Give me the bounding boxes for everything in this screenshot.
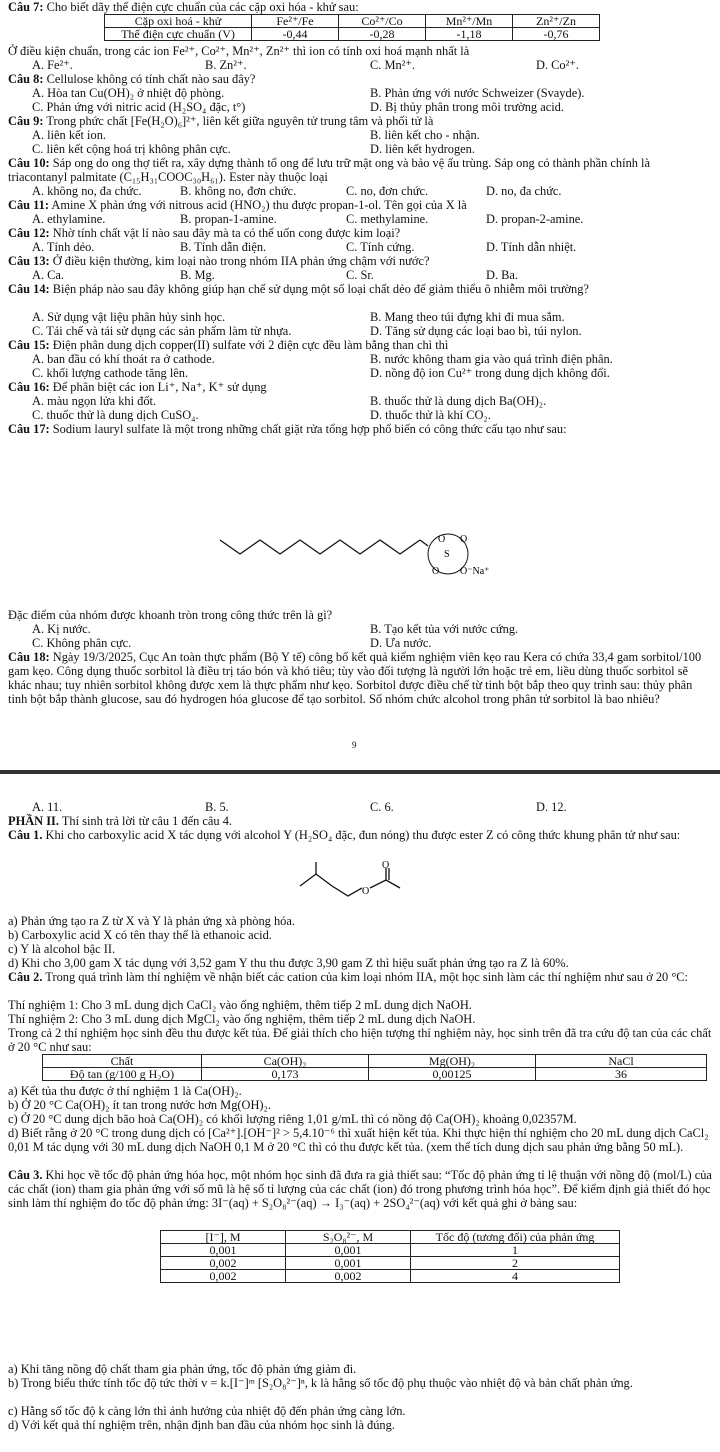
question-label: Câu 7: (8, 0, 44, 14)
page-number: 9 (352, 740, 357, 750)
option-c: C. thuốc thử là dung dịch CuSO₄. (32, 408, 199, 422)
part-2-heading (8, 814, 232, 828)
question-label: Câu 2. (8, 970, 43, 984)
option-a: A. Sử dụng vật liệu phân hủy sinh học. (32, 310, 226, 324)
option-d: D. Co²⁺. (536, 58, 579, 72)
sulfur-label: S (444, 549, 450, 560)
option-a: A. Hòa tan Cu(OH)₂ ở nhiệt độ phòng. (32, 86, 225, 100)
option-a: A. 11. (32, 800, 63, 814)
table-cell: 4 (411, 1270, 620, 1283)
sodium-lauryl-sulfate-structure (210, 524, 530, 594)
ester-z-skeletal-structure (296, 860, 416, 916)
table-cell: 0,002 (161, 1270, 286, 1283)
option-b: B. Tính dẫn điện. (180, 240, 267, 254)
part2-question-3 (8, 1168, 712, 1210)
question-text: Sodium lauryl sulfate là một trong những chất giặt rửa tổng hợp phổ biến có công thức cấu tạo như sau: (49, 422, 567, 436)
table-cell: -0,44 (252, 28, 339, 41)
option-b: B. thuốc thử là dung dịch Ba(OH)₂. (370, 394, 547, 408)
table-cell: 0,001 (286, 1244, 411, 1257)
potential-table (104, 14, 600, 41)
option-c: C. Sr. (346, 268, 374, 282)
question-16 (8, 380, 267, 394)
table-cell: Co²⁺/Co (339, 15, 426, 28)
question-label: Câu 11: (8, 198, 49, 212)
part-text: Thí sinh trả lời từ câu 1 đến câu 4. (58, 814, 232, 828)
option-c: C. khối lượng cathode tăng lên. (32, 366, 189, 380)
table-cell: 0,001 (161, 1244, 286, 1257)
part2-question-2 (8, 970, 712, 984)
statement-d: d) Khi cho 3,00 gam X tác dụng với 3,52 gam Y thu thu được 3,90 gam Z thì hiệu suất phản ứng tạo ra Z là 60%. (8, 956, 569, 970)
table-header: Tốc độ (tương đối) của phản ứng (411, 1231, 620, 1244)
question-label: Câu 14: (8, 282, 50, 296)
option-a: A. không no, đa chức. (32, 184, 142, 198)
option-b: B. Tạo kết tủa với nước cứng. (370, 622, 519, 636)
table-cell: 36 (536, 1068, 707, 1081)
statement-b: b) Carboxylic acid X có tên thay thế là ethanoic acid. (8, 928, 272, 942)
table-header: Mg(OH)₂ (369, 1055, 536, 1068)
option-d: D. Bị thủy phân trong môi trường acid. (370, 100, 564, 114)
table-header: Thế điện cực chuẩn (V) (105, 28, 252, 41)
option-d: D. thuốc thử là khí CO₂. (370, 408, 491, 422)
part-label: PHẦN II. (8, 814, 59, 828)
question-label: Câu 10: (8, 156, 50, 170)
page-divider (0, 770, 720, 774)
part2-question-1 (8, 828, 712, 842)
statement-a: a) Phản ứng tạo ra Z từ X và Y là phản ứng xà phòng hóa. (8, 914, 295, 928)
question-text: Khi cho carboxylic acid X tác dụng với alcohol Y (H₂SO₄ đặc, đun nóng) thu được ester Z có công thức khung phân tử như sau: (42, 828, 681, 842)
table-cell: Fe²⁺/Fe (252, 15, 339, 28)
option-c: C. Mn²⁺. (370, 58, 416, 72)
table-header: NaCl (536, 1055, 707, 1068)
question-text: Trong quá trình làm thí nghiệm về nhận biết các cation của kim loại nhóm IIA, một học sinh làm các thí nghiệm như sau ở 20 °C: (42, 970, 688, 984)
question-label: Câu 18: (8, 650, 50, 664)
question-11 (8, 198, 467, 212)
option-a: A. liên kết ion. (32, 128, 106, 142)
statement-c: c) Ở 20 °C dung dịch bão hoà Ca(OH)₂ có khối lượng riêng 1,01 g/mL thì có nồng độ Ca(OH)₂ khoảng 0,02357M. (8, 1112, 577, 1126)
oxygen-label: O (460, 534, 468, 545)
question-label: Câu 1. (8, 828, 43, 842)
option-c: C. Tính cứng. (346, 240, 415, 254)
question-label: Câu 8: (8, 72, 44, 86)
option-d: D. no, đa chức. (486, 184, 562, 198)
option-d: D. Ba. (486, 268, 519, 282)
table-cell: 0,00125 (369, 1068, 536, 1081)
table-cell: 0,001 (286, 1257, 411, 1270)
oxygen-label: O (362, 886, 370, 897)
table-cell: 0,002 (161, 1257, 286, 1270)
question-text: Khi học về tốc độ phản ứng hóa học, một nhóm học sinh đã đưa ra giả thiết sau: “Tốc độ phản ứng tỉ lệ thuận với nồng độ (mol/L) của các chất (ion) tham gia phản ứng với số mũ là hệ số tỉ lượng của các chất (ion) đó trong phương trình hóa học”. Để kiểm định giả thiết đó học sinh làm thí nghiệm đo tốc độ phản ứng: 3I⁻(aq) + S₂O₈²⁻(aq) → I₃⁻(aq) + 2SO₄²⁻(aq) với kết quả ghi ở bảng sau: (8, 1168, 712, 1210)
table-header: Cặp oxi hoá - khử (105, 15, 252, 28)
question-text: Nhờ tính chất vật lí nào sau đây mà ta có thể uốn cong được kim loại? (49, 226, 401, 240)
option-a: A. Ca. (32, 268, 65, 282)
question-label: Câu 9: (8, 114, 44, 128)
question-text: Trong phức chất [Fe(H₂O)₆]²⁺, liên kết giữa nguyên tử trung tâm và phối tử là (43, 114, 434, 128)
question-10 (8, 156, 712, 184)
question-8 (8, 72, 255, 86)
table-header: [I⁻], M (161, 1231, 286, 1244)
table-cell: 2 (411, 1257, 620, 1270)
statement-a: a) Kết tủa thu được ở thí nghiệm 1 là Ca(OH)₂. (8, 1084, 242, 1098)
question-text: Trong cả 2 thí nghiệm học sinh đều thu được kết tủa. Để giải thích cho hiện tượng thí nghiệm này, học sinh trên đã tra cứu độ tan của các chất ở 20 °C như sau: (8, 1026, 712, 1054)
option-d: D. 12. (536, 800, 567, 814)
table-header: S₂O₈²⁻, M (286, 1231, 411, 1244)
option-c: C. methylamine. (346, 212, 429, 226)
option-d: D. Tăng sử dụng các loại bao bì, túi nylon. (370, 324, 582, 338)
option-a: A. màu ngọn lửa khi đốt. (32, 394, 157, 408)
option-b: B. propan-1-amine. (180, 212, 277, 226)
option-c: C. liên kết cộng hoá trị không phân cực. (32, 142, 231, 156)
oxygen-label: O (432, 566, 440, 577)
question-text: Ở điều kiện thường, kim loại nào trong nhóm IIA phản ứng chậm với nước? (49, 254, 430, 268)
option-b: B. Zn²⁺. (205, 58, 247, 72)
statement-c: c) Y là alcohol bậc II. (8, 942, 116, 956)
statement-d: d) Với kết quả thí nghiệm trên, nhận định ban đầu của nhóm học sinh là đúng. (8, 1418, 395, 1432)
option-a: A. ethylamine. (32, 212, 106, 226)
question-18 (8, 650, 712, 706)
question-text: Cellulose không có tính chất nào sau đây? (43, 72, 256, 86)
option-c: C. Tái chế và tái sử dụng các sản phẩm làm từ nhựa. (32, 324, 292, 338)
option-b: B. Mang theo túi đựng khi đi mua sắm. (370, 310, 565, 324)
question-text: Biện pháp nào sau đây không giúp hạn chế sử dụng một số loại chất dẻo để giảm thiểu ô nhiễm môi trường? (49, 282, 589, 296)
table-cell: -0,76 (513, 28, 600, 41)
option-c: C. 6. (370, 800, 394, 814)
option-a: A. Tính dẻo. (32, 240, 95, 254)
experiment-2: Thí nghiệm 2: Cho 3 mL dung dịch MgCl₂ vào ống nghiệm, thêm tiếp 2 mL dung dịch NaOH. (8, 1012, 476, 1026)
table-cell: -1,18 (426, 28, 513, 41)
question-text: Ở điều kiện chuẩn, trong các ion Fe²⁺, Co²⁺, Mn²⁺, Zn²⁺ thì ion có tính oxi hoá mạnh nhất là (8, 44, 470, 58)
question-14 (8, 282, 712, 296)
oxygen-label: O (438, 534, 446, 545)
question-text: Amine X phản ứng với nitrous acid (HNO₂) thu được propan-1-ol. Tên gọi của X là (48, 198, 467, 212)
option-b: B. 5. (205, 800, 229, 814)
option-b: B. không no, đơn chức. (180, 184, 297, 198)
question-text: Sáp ong do ong thợ tiết ra, xây dựng thành tổ ong để lưu trữ mật ong và bảo vệ ấu trùng. Sáp ong có thành phần chính là triacontanyl palmitate (C₁₅H₃₁COOC₃₀H₆₁). Ester này thuộc loại (8, 156, 650, 184)
option-d: D. propan-2-amine. (486, 212, 584, 226)
question-label: Câu 15: (8, 338, 50, 352)
table-header: Độ tan (g/100 g H₂O) (43, 1068, 202, 1081)
table-cell: 0,002 (286, 1270, 411, 1283)
question-label: Câu 16: (8, 380, 50, 394)
option-a: A. Fe²⁺. (32, 58, 73, 72)
option-c: C. no, đơn chức. (346, 184, 429, 198)
option-a: A. ban đầu có khí thoát ra ở cathode. (32, 352, 215, 366)
experiment-1: Thí nghiệm 1: Cho 3 mL dung dịch CaCl₂ vào ống nghiệm, thêm tiếp 2 mL dung dịch NaOH. (8, 998, 472, 1012)
question-text: Cho biết dãy thế điện cực chuẩn của các cặp oxi hóa - khử sau: (43, 0, 359, 14)
question-text: Điện phân dung dịch copper(II) sulfate với 2 điện cực đều làm bằng than chì thì (49, 338, 449, 352)
option-d: D. Ưa nước. (370, 636, 432, 650)
question-label: Câu 12: (8, 226, 50, 240)
table-cell: 1 (411, 1244, 620, 1257)
question-text: Đặc điểm của nhóm được khoanh tròn trong công thức trên là gì? (8, 608, 333, 622)
question-text: Ngày 19/3/2025, Cục An toàn thực phẩm (Bộ Y tế) công bố kết quả kiểm nghiệm viên kẹo rau Kera có chứa 33,4 gam sorbitol/100 gam kẹo. Công dụng thuốc sorbitol là điều trị táo bón và khó tiêu; tùy vào đối tượng là người lớn hoặc trẻ em, liều dùng thuốc sorbitol sẽ khác nhau; tuy nhiên sorbitol không được xem là thực phẩm như kẹo. Sorbitol được điều chế từ tinh bột bắp theo quy trình sau: thủy phân tinh bột bắp thành glucose, sau đó hydrogen hóa glucose để tạo sorbitol. Số nhóm chức alcohol trong phân tử sorbitol là bao nhiêu? (8, 650, 702, 706)
question-7 (8, 0, 359, 14)
statement-a: a) Khi tăng nồng độ chất tham gia phản ứng, tốc độ phản ứng giảm đi. (8, 1362, 357, 1376)
question-text: Để phân biệt các ion Li⁺, Na⁺, K⁺ sử dụng (49, 380, 267, 394)
option-d: D. nồng độ ion Cu²⁺ trong dung dịch không đổi. (370, 366, 610, 380)
option-b: B. Phản ứng với nước Schweizer (Svayde). (370, 86, 585, 100)
question-label: Câu 3. (8, 1168, 43, 1182)
option-b: B. nước không tham gia vào quá trình điện phân. (370, 352, 613, 366)
oxygen-label: O (382, 860, 390, 871)
statement-c: c) Hằng số tốc độ k càng lớn thì ảnh hưởng của nhiệt độ đến phản ứng càng lớn. (8, 1404, 406, 1418)
statement-b: b) Trong biểu thức tính tốc độ tức thời v = k.[I⁻]ᵐ [S₂O₈²⁻]ⁿ, k là hằng số tốc độ phụ thuộc vào nhiệt độ và bản chất phản ứng. (8, 1376, 633, 1390)
table-header: Ca(OH)₂ (202, 1055, 369, 1068)
rate-table (160, 1230, 620, 1283)
option-c: C. Không phân cực. (32, 636, 132, 650)
question-12 (8, 226, 400, 240)
solubility-table (42, 1054, 707, 1081)
sodium-oxide-label: O⁻Na⁺ (460, 566, 490, 577)
statement-d: d) Biết rằng ở 20 °C trong dung dịch có [Ca²⁺].[OH⁻]² > 5,4.10⁻⁶ thì xuất hiện kết tủa. Khi thực hiện thí nghiệm cho 20 mL dung dịch CaCl₂ 0,01 M tác dụng với 30 mL dung dịch NaOH 0,1 M ở 20 °C thì có thu được kết tủa. (xem thể tích dung dịch sau phản ứng bằng 50 mL). (8, 1126, 709, 1154)
question-17 (8, 422, 567, 436)
question-9 (8, 114, 433, 128)
table-header: Chất (43, 1055, 202, 1068)
option-d: D. liên kết hydrogen. (370, 142, 475, 156)
table-cell: 0,173 (202, 1068, 369, 1081)
table-cell: Zn²⁺/Zn (513, 15, 600, 28)
option-c: C. Phản ứng với nitric acid (H₂SO₄ đặc, t°) (32, 100, 246, 114)
option-b: B. Mg. (180, 268, 215, 282)
question-15 (8, 338, 448, 352)
statement-b: b) Ở 20 °C Ca(OH)₂ ít tan trong nước hơn Mg(OH)₂. (8, 1098, 271, 1112)
option-d: D. Tính dẫn nhiệt. (486, 240, 577, 254)
table-cell: -0,28 (339, 28, 426, 41)
question-label: Câu 13: (8, 254, 50, 268)
table-cell: Mn²⁺/Mn (426, 15, 513, 28)
option-b: B. liên kết cho - nhận. (370, 128, 480, 142)
question-13 (8, 254, 429, 268)
option-a: A. Kị nước. (32, 622, 91, 636)
question-label: Câu 17: (8, 422, 50, 436)
